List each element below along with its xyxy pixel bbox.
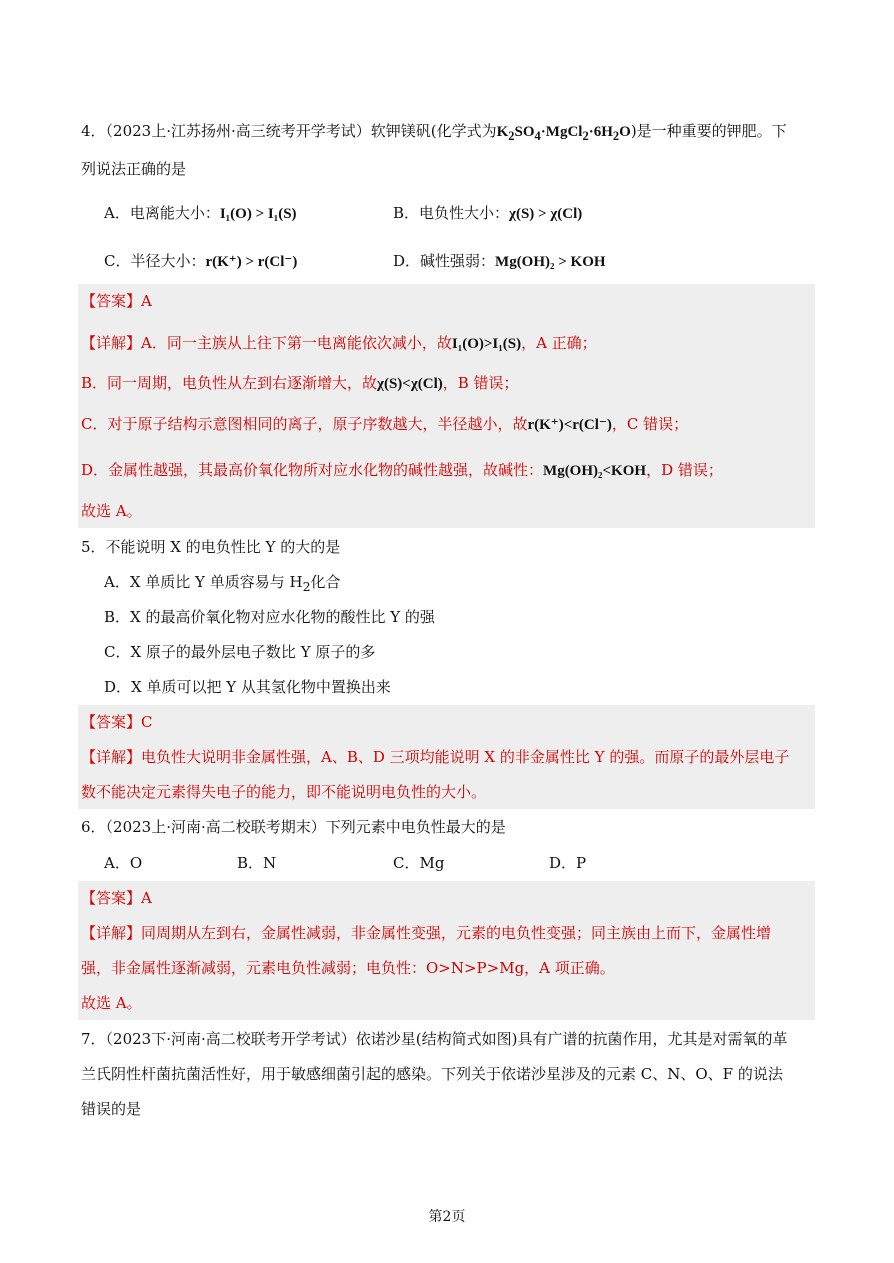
q5-answer: 【答案】C [81, 713, 153, 731]
q4-detail-line5: 故选 A。 [81, 502, 142, 520]
q4-option-a: A．电离能大小：I₁(O) > I₁(S) [104, 204, 297, 222]
q7-stem-line2: 兰氏阴性杆菌抗菌活性好，用于敏感细菌引起的感染。下列关于依诺沙星涉及的元素 C、N、O、F 的说法 [81, 1065, 783, 1083]
q5-option-c: C．X 原子的最外层电子数比 Y 原子的多 [104, 643, 376, 661]
q4-option-b: B．电负性大小：χ(S) > χ(Cl) [393, 204, 583, 222]
q6-option-b: B．N [237, 854, 277, 872]
page-number: 第2页 [428, 1209, 466, 1225]
q4-detail-line3: C．对于原子结构示意图相同的离子，原子序数越大，半径越小，故r(K⁺)<r(Cl⁻)，C 错误； [81, 415, 689, 433]
q6-option-c: C．Mg [393, 854, 445, 872]
q4-option-d: D．碱性强弱：Mg(OH)₂ > KOH [393, 252, 606, 270]
q5-option-a: A．X 单质比 Y 单质容易与 $H_2$化合 [104, 573, 341, 594]
q4-option-c: C．半径大小：r(K⁺) > r(Cl⁻) [104, 252, 298, 270]
q4-detail-line2: B．同一周期，电负性从左到右逐渐增大，故χ(S)<χ(Cl)，B 错误； [81, 374, 519, 392]
q4-detail-line1: 【详解】A．同一主族从上往下第一电离能依次减小，故I₁(O)>I₁(S)，A 正确； [81, 334, 597, 352]
q6-option-a: A．O [104, 854, 143, 872]
q6-detail-line1: 【详解】同周期从左到右，金属性减弱，非金属性变强，元素的电负性变强；同主族由上而下，金属性增 [81, 924, 772, 942]
q7-stem-line3: 错误的是 [81, 1100, 142, 1118]
q6-detail-line3: 故选 A。 [81, 994, 142, 1012]
q7-stem-line1: 7．（2023下·河南·高二校联考开学考试）依诺沙星(结构简式如图)具有广谱的抗菌作用，尤其是对需氧的革 [81, 1030, 788, 1048]
q6-option-d: D．P [549, 854, 587, 872]
q5-detail-line1: 【详解】电负性大说明非金属性强，A、B、D 三项均能说明 X 的非金属性比 Y 的强。而原子的最外层电子 [81, 748, 790, 766]
q6-detail-line2: 强，非金属性逐渐减弱，元素电负性减弱；电负性：O>N>P>Mg，A 项正确。 [81, 959, 615, 977]
q6-stem: 6．（2023上·河南·高二校联考期末）下列元素中电负性最大的是 [81, 818, 506, 836]
q5-stem: 5．不能说明 X 的电负性比 Y 的大的是 [81, 538, 341, 556]
q5-option-b: B．X 的最高价氧化物对应水化物的酸性比 Y 的强 [104, 608, 435, 626]
q5-option-d: D．X 单质可以把 Y 从其氢化物中置换出来 [104, 678, 391, 696]
q4-stem-line2: 列说法正确的是 [81, 160, 187, 178]
q6-answer: 【答案】A [81, 889, 152, 907]
q4-answer: 【答案】A [81, 292, 152, 310]
q4-answer-box [78, 284, 815, 528]
q4-stem-line1: 4．（2023上·江苏扬州·高三统考开学考试）软钾镁矾(化学式为$K_2SO_4\cdot MgCl_2\cdot 6H_2O$)是一种重要的钾肥。下 [81, 122, 787, 143]
q5-detail-line2: 数不能决定元素得失电子的能力，即不能说明电负性的大小。 [81, 783, 487, 801]
q4-detail-line4: D．金属性越强，其最高价氧化物所对应水化物的碱性越强，故碱性：Mg(OH)₂<KOH，D 错误； [81, 461, 723, 479]
q4-formula: $K_2SO_4\cdot MgCl_2\cdot 6H_2O$ [496, 124, 631, 143]
